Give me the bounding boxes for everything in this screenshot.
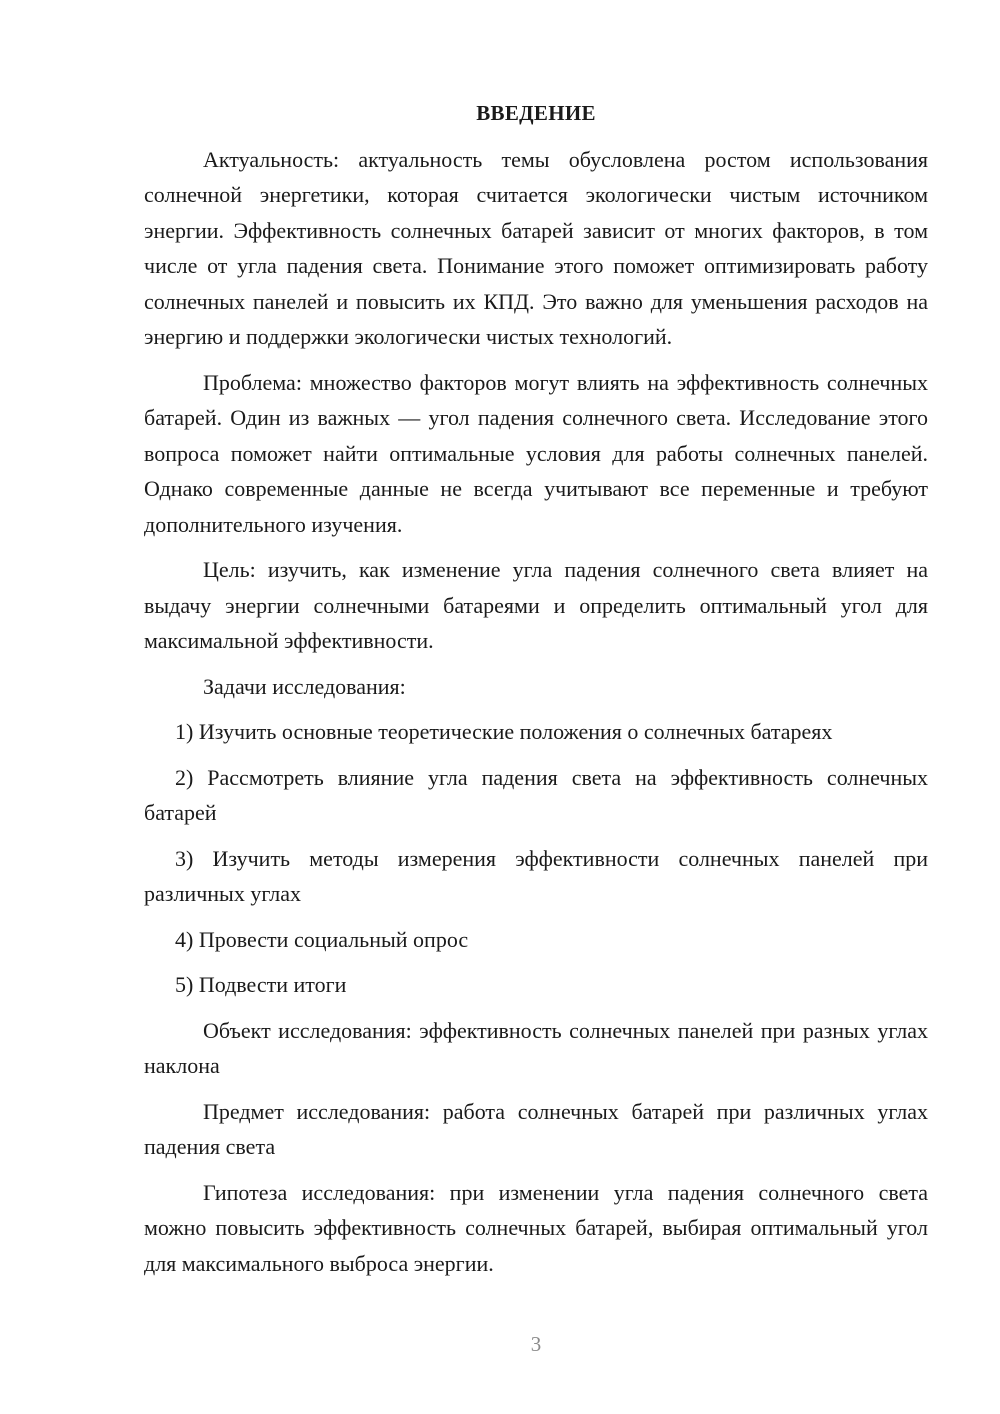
paragraph-relevance: Актуальность: актуальность темы обусловлена ростом использования солнечной энергетики, которая считается экологически чистым источником энергии. Эффективность солнечных батарей зависит от многих факторов, в том числе от угла падения света. Понимание этого поможет оптимизировать работу солнечных панелей и повысить их КПД. Это важно для уменьшения расходов на энергию и поддержки экологически чистых технологий. [144,146,928,349]
document-body [144,96,928,1291]
task-item-1: 1) Изучить основные теоретические положения о солнечных батареях [175,719,833,744]
page-number: 3 [530,1332,542,1356]
paragraph-tasks-heading: Задачи исследования: [203,673,406,699]
section-title: ВВЕДЕНИЕ [476,101,596,125]
task-item-3: 3) Изучить методы измерения эффективности солнечных панелей при различных углах [144,845,928,906]
paragraph-problem: Проблема: множество факторов могут влиять на эффективность солнечных батарей. Один из важных — угол падения солнечного света. Исследование этого вопроса поможет найти оптимальные условия для работы солнечных панелей. Однако современные данные не всегда учитывают все переменные и требуют дополнительного изучения. [144,369,928,537]
paragraph-object: Объект исследования: эффективность солнечных панелей при разных углах наклона [144,1017,928,1078]
paragraph-goal: Цель: изучить, как изменение угла падения солнечного света влияет на выдачу энергии солнечными батареями и определить оптимальный угол для максимальной эффективности. [144,557,928,653]
paragraph-hypothesis: Гипотеза исследования: при изменении угла падения солнечного света можно повысить эффективность солнечных батарей, выбирая оптимальный угол для максимального выброса энергии. [144,1179,928,1276]
task-item-4: 4) Провести социальный опрос [175,926,469,952]
task-item-5: 5) Подвести итоги [175,972,347,997]
paragraph-subject: Предмет исследования: работа солнечных батарей при различных углах падения света [144,1098,928,1159]
task-item-2: 2) Рассмотреть влияние угла падения света на эффективность солнечных батарей [144,764,928,825]
